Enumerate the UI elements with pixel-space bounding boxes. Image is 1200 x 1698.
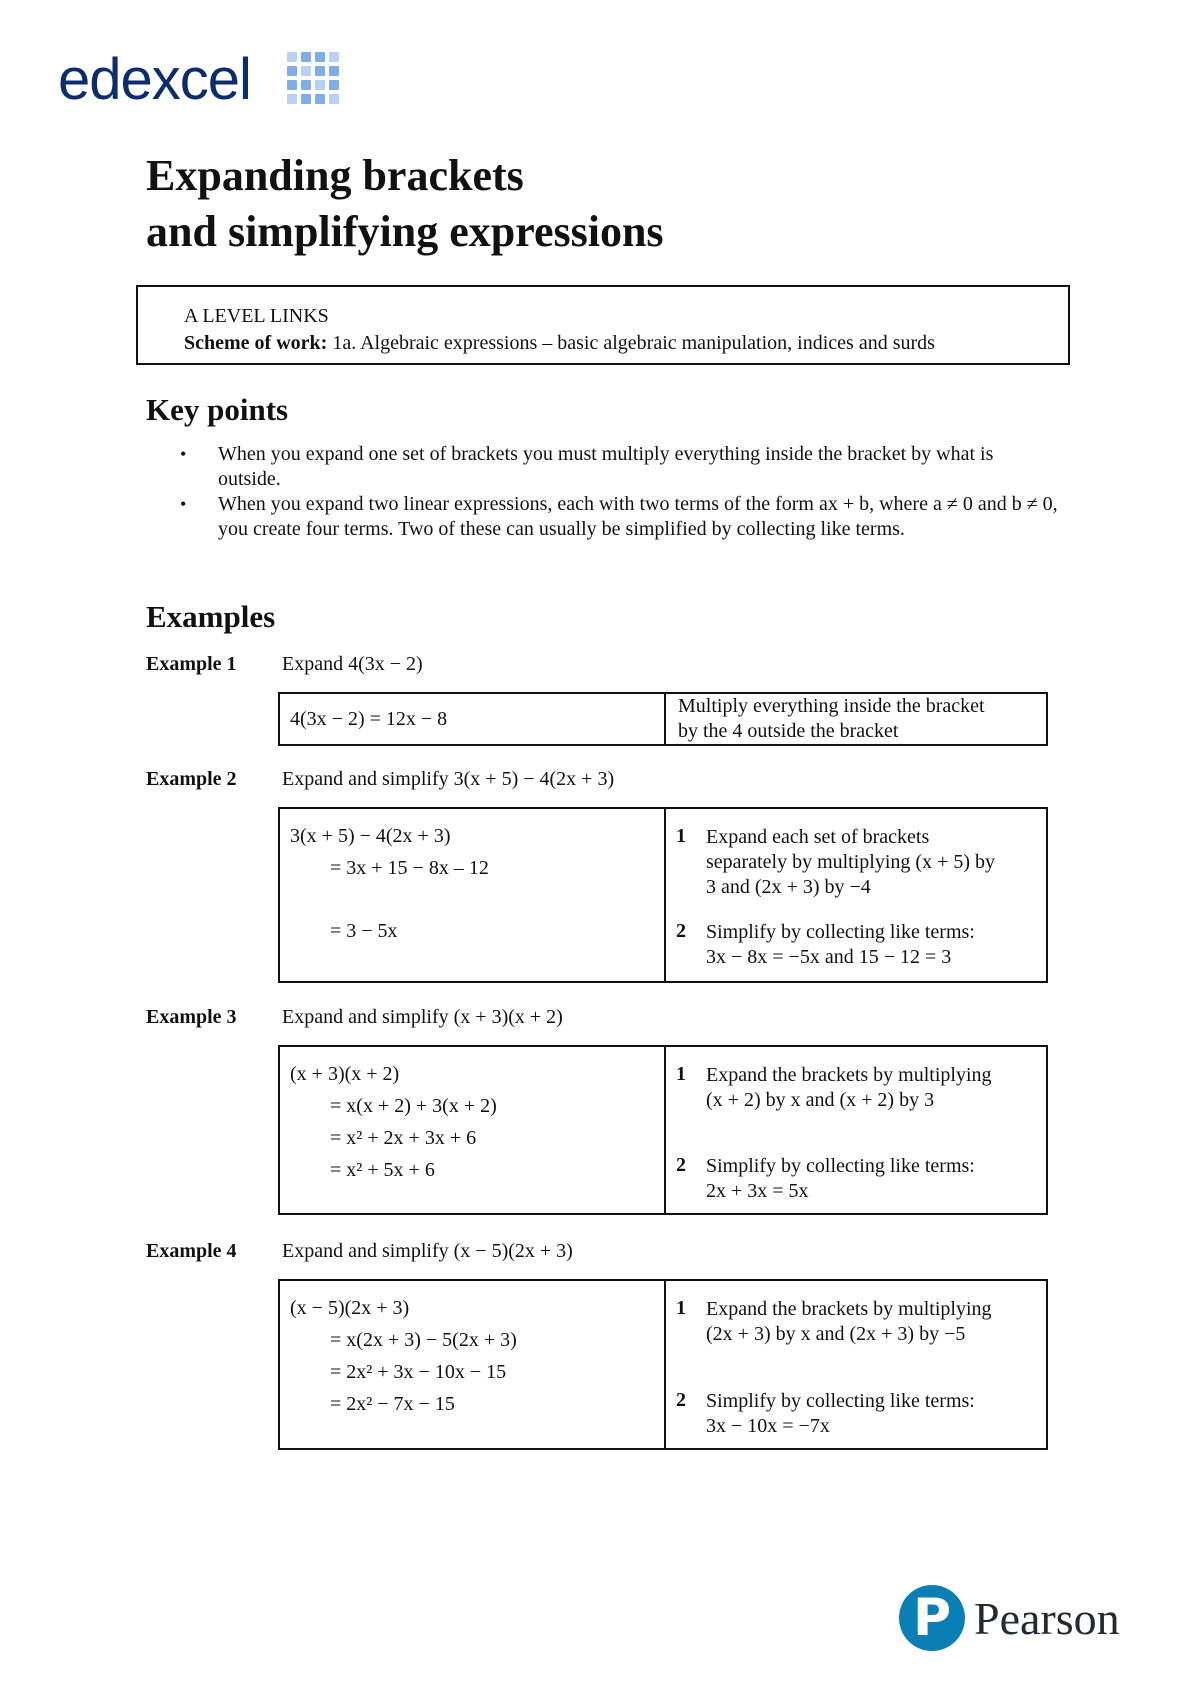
working-line: (x + 3)(x + 2) xyxy=(290,1063,400,1085)
bullet-icon: • xyxy=(180,444,187,464)
example-2-table xyxy=(278,807,1048,983)
note-line: separately by multiplying (x + 5) by xyxy=(706,851,996,873)
page-title xyxy=(146,148,664,260)
key-point-2 xyxy=(178,492,1058,542)
step-number: 1 xyxy=(676,1297,686,1319)
example-4-notes xyxy=(666,1281,1046,1448)
key-point-text: When you expand two linear expressions, each with two terms of the form ax + b, where a ≠ 0 and b ≠ 0, you create four terms. Two of these can usually be simplified by collecting like terms. xyxy=(218,493,1058,540)
edexcel-logo: edexcel xyxy=(58,47,251,112)
note-line: (2x + 3) by x and (2x + 3) by −5 xyxy=(706,1323,966,1345)
scheme-text: 1a. Algebraic expressions – basic algebraic manipulation, indices and surds xyxy=(327,332,935,354)
example-4-prompt: Expand and simplify (x − 5)(2x + 3) xyxy=(282,1240,573,1262)
note-text xyxy=(706,825,995,900)
note-line: Simplify by collecting like terms: xyxy=(706,921,975,943)
note-line: 3x − 10x = −7x xyxy=(706,1415,830,1437)
example-1-prompt: Expand 4(3x − 2) xyxy=(282,653,423,675)
step-number: 1 xyxy=(676,825,686,847)
working-line: 4(3x − 2) = 12x − 8 xyxy=(290,708,448,730)
key-point-text: When you expand one set of brackets you must multiply everything inside the bracket by what is outside. xyxy=(218,443,994,490)
key-points-list xyxy=(178,442,1058,542)
working-line: = x² + 5x + 6 xyxy=(330,1159,435,1181)
example-4-table xyxy=(278,1279,1048,1450)
working-line: 3(x + 5) − 4(2x + 3) xyxy=(290,825,451,847)
working-line: = x(x + 2) + 3(x + 2) xyxy=(330,1095,497,1117)
example-2-label: Example 2 xyxy=(146,768,237,790)
example-3-table xyxy=(278,1045,1048,1215)
scheme-of-work xyxy=(184,330,1068,357)
working-line: = 3x + 15 − 8x – 12 xyxy=(330,857,489,879)
note-line: 2x + 3x = 5x xyxy=(706,1180,809,1202)
edexcel-grid-icon xyxy=(287,52,339,104)
step-number: 1 xyxy=(676,1063,686,1085)
bullet-icon: • xyxy=(180,494,187,514)
working-line: = x(2x + 3) − 5(2x + 3) xyxy=(330,1329,517,1351)
title-line-2: and simplifying expressions xyxy=(146,207,664,256)
pearson-logo: Pearson xyxy=(974,1593,1120,1644)
example-1-table xyxy=(278,692,1048,746)
note-line: Simplify by collecting like terms: xyxy=(706,1390,975,1412)
note-line: by the 4 outside the bracket xyxy=(678,720,899,742)
note-line: 3x − 8x = −5x and 15 − 12 = 3 xyxy=(706,946,952,968)
note-line: Expand each set of brackets xyxy=(706,826,930,848)
example-1-notes xyxy=(666,694,1046,744)
example-3-prompt: Expand and simplify (x + 3)(x + 2) xyxy=(282,1006,563,1028)
step-number: 2 xyxy=(676,920,686,942)
example-1-label: Example 1 xyxy=(146,653,237,675)
note-text xyxy=(706,1297,992,1347)
example-2-working xyxy=(280,809,666,981)
note-text xyxy=(706,1154,975,1204)
a-level-links-box xyxy=(136,285,1070,365)
note-text xyxy=(706,920,975,970)
example-2-prompt: Expand and simplify 3(x + 5) − 4(2x + 3) xyxy=(282,768,615,790)
note-text xyxy=(706,1063,992,1113)
note-text xyxy=(678,694,985,744)
example-3-notes xyxy=(666,1047,1046,1213)
example-1-working xyxy=(280,694,666,744)
links-heading: A LEVEL LINKS xyxy=(184,305,329,327)
note-line: Expand the brackets by multiplying xyxy=(706,1064,992,1086)
pearson-logo-mark: P xyxy=(912,1588,952,1648)
example-4-working xyxy=(280,1281,666,1448)
scheme-label: Scheme of work: xyxy=(184,332,328,354)
title-line-1: Expanding brackets xyxy=(146,151,524,200)
note-line: Simplify by collecting like terms: xyxy=(706,1155,975,1177)
examples-heading: Examples xyxy=(146,599,276,634)
working-line: = 2x² − 7x − 15 xyxy=(330,1393,455,1415)
step-number: 2 xyxy=(676,1389,686,1411)
example-3-working xyxy=(280,1047,666,1213)
working-line: = 3 − 5x xyxy=(330,920,398,942)
example-3-label: Example 3 xyxy=(146,1006,237,1028)
working-line: (x − 5)(2x + 3) xyxy=(290,1297,410,1319)
note-line: 3 and (2x + 3) by −4 xyxy=(706,876,871,898)
note-line: Expand the brackets by multiplying xyxy=(706,1298,992,1320)
key-point-1 xyxy=(178,442,1058,492)
working-line: = 2x² + 3x − 10x − 15 xyxy=(330,1361,507,1383)
working-line: = x² + 2x + 3x + 6 xyxy=(330,1127,477,1149)
key-points-heading: Key points xyxy=(146,392,289,427)
step-number: 2 xyxy=(676,1154,686,1176)
example-4-label: Example 4 xyxy=(146,1240,237,1262)
example-2-notes xyxy=(666,809,1046,981)
note-line: Multiply everything inside the bracket xyxy=(678,695,985,717)
note-line: (x + 2) by x and (x + 2) by 3 xyxy=(706,1089,935,1111)
note-text xyxy=(706,1389,975,1439)
